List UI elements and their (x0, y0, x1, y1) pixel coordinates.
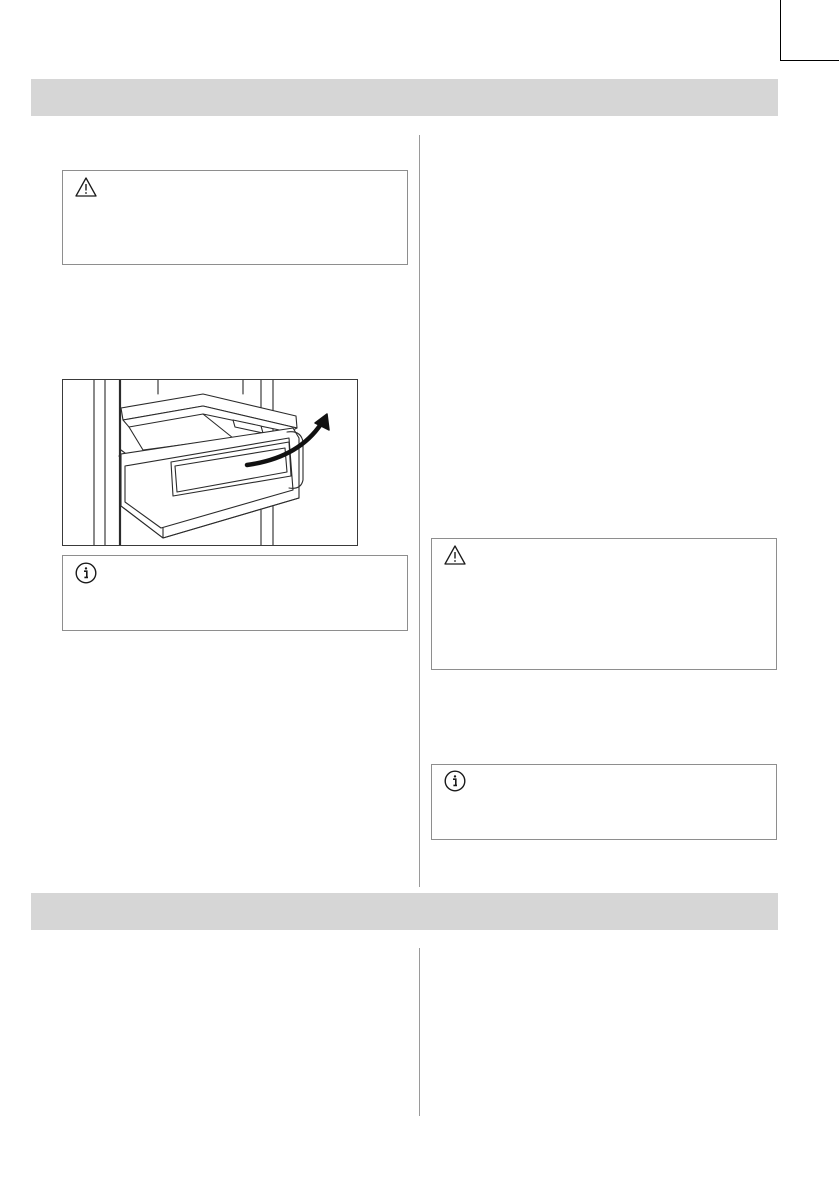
info-box-right (431, 764, 777, 840)
warning-box-right (431, 538, 777, 670)
warning-triangle-icon (75, 177, 97, 202)
warning-box (62, 170, 408, 265)
column-divider-2 (419, 948, 420, 1116)
info-circle-icon (444, 770, 466, 797)
warning-triangle-icon (444, 545, 466, 570)
crop-mark-vertical (780, 60, 839, 61)
info-box (62, 555, 408, 631)
drawer-illustration (62, 379, 358, 546)
info-circle-icon (75, 562, 97, 589)
crop-mark-horizontal (780, 0, 781, 60)
section-header-band-2 (31, 893, 778, 930)
section-header-band (31, 79, 778, 116)
column-divider (419, 135, 420, 887)
curved-arrow-icon (243, 410, 333, 475)
